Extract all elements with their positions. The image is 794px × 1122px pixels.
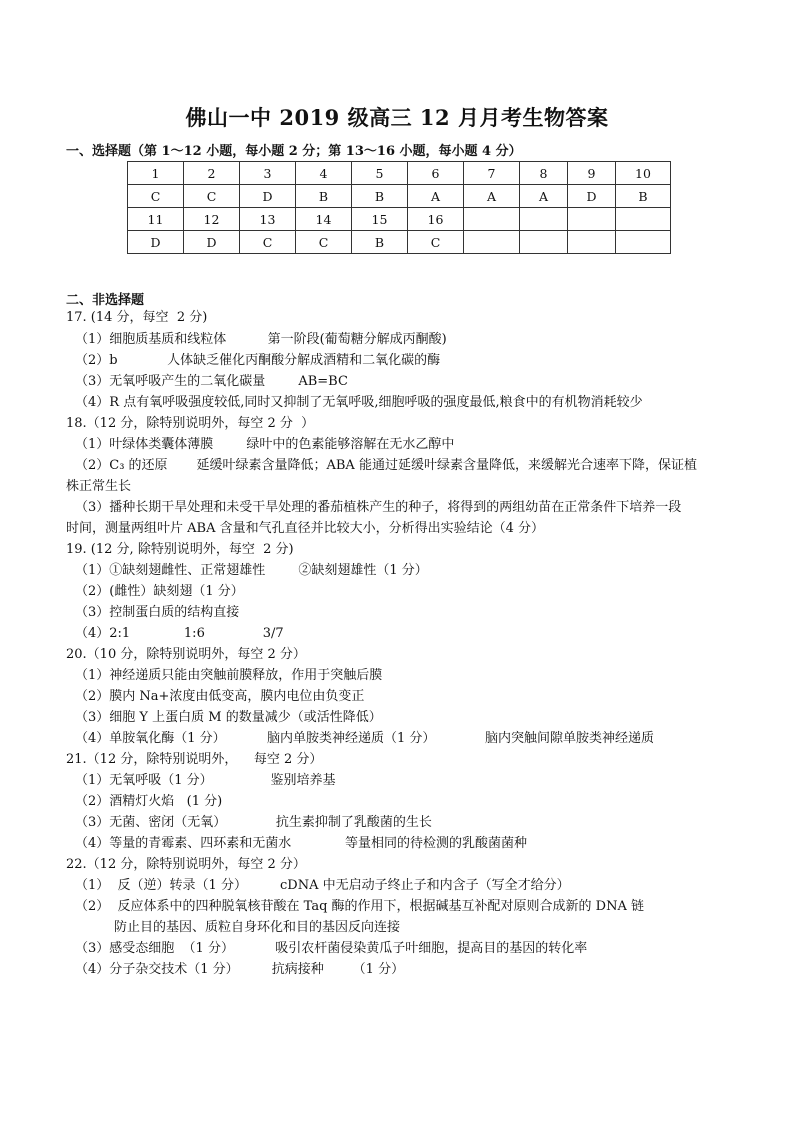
page-title: 佛山一中 2019 级高三 12 月月考生物答案 — [185, 105, 609, 130]
answer-line: 防止目的基因、质粒自身环化和目的基因反向连接 — [114, 920, 401, 935]
answer-line: （3）播种长期干旱处理和未受干旱处理的番茄植株产生的种子，将得到的两组幼苗在正常条件下培养一段 — [75, 500, 682, 515]
answer-line: （4）等量的青霉素、四环素和无菌水 等量相同的待检测的乳酸菌菌种 — [75, 836, 527, 851]
section-heading-choice: 一、选择题（第 1～12 小题，每小题 2 分；第 13～16 小题，每小题 4 分） — [66, 144, 522, 159]
answer-line: （1） 反（逆）转录（1 分） cDNA 中无启动子终止子和内含子（写全才给分） — [75, 878, 570, 893]
table-cell — [464, 231, 520, 254]
table-cell: C — [128, 185, 184, 208]
answer-line: （3）无氧呼吸产生的二氧化碳量 AB=BC — [75, 374, 348, 389]
table-cell: B — [616, 185, 671, 208]
table-cell: 12 — [184, 208, 240, 231]
table-cell: C — [240, 231, 296, 254]
table-cell: A — [520, 185, 568, 208]
table-cell: 8 — [520, 162, 568, 185]
answer-line: （4）R 点有氧呼吸强度较低,同时又抑制了无氧呼吸,细胞呼吸的强度最低,粮食中的有机物消耗较少 — [75, 395, 643, 410]
table-cell: 14 — [296, 208, 352, 231]
table-cell: 3 — [240, 162, 296, 185]
answer-line: （1）①缺刻翅雌性、正常翅雄性 ②缺刻翅雄性（1 分） — [75, 563, 428, 578]
table-cell: 5 — [352, 162, 408, 185]
table-cell — [616, 208, 671, 231]
answer-line: （1）叶绿体类囊体薄膜 绿叶中的色素能够溶解在无水乙醇中 — [75, 437, 455, 452]
table-cell: B — [352, 231, 408, 254]
table-cell: D — [568, 185, 616, 208]
answer-line: 21.（12 分，除特别说明外， 每空 2 分） — [66, 752, 323, 767]
answer-line: （2） 反应体系中的四种脱氧核苷酸在 Taq 酶的作用下，根据碱基互补配对原则合成新的 DNA 链 — [75, 899, 644, 914]
answer-line: （2）b 人体缺乏催化丙酮酸分解成酒精和二氧化碳的酶 — [75, 353, 441, 368]
table-cell: D — [184, 231, 240, 254]
table-cell — [568, 208, 616, 231]
table-cell: 9 — [568, 162, 616, 185]
table-cell: D — [128, 231, 184, 254]
answer-line: （2）酒精灯火焰 (1 分) — [75, 794, 223, 809]
answer-line: （1）细胞质基质和线粒体 第一阶段(葡萄糖分解成丙酮酸) — [75, 332, 447, 347]
table-row — [128, 231, 671, 254]
answer-line: （1）神经递质只能由突触前膜释放，作用于突触后膜 — [75, 668, 383, 683]
answer-table — [127, 161, 671, 254]
table-row — [128, 162, 671, 185]
table-cell: D — [240, 185, 296, 208]
table-cell: 15 — [352, 208, 408, 231]
table-cell: 6 — [408, 162, 464, 185]
table-cell: 11 — [128, 208, 184, 231]
answer-line: 22.（12 分，除特别说明外，每空 2 分） — [66, 857, 306, 872]
table-cell — [616, 231, 671, 254]
answer-line: （3）感受态细胞 （1 分） 吸引农杆菌侵染黄瓜子叶细胞，提高目的基因的转化率 — [75, 941, 588, 956]
answer-line: 20.（10 分，除特别说明外，每空 2 分） — [66, 647, 306, 662]
table-cell — [520, 208, 568, 231]
table-cell: 2 — [184, 162, 240, 185]
table-cell: 10 — [616, 162, 671, 185]
table-row — [128, 208, 671, 231]
table-cell: 16 — [408, 208, 464, 231]
answer-line: （2）C₃ 的还原 延缓叶绿素含量降低；ABA 能通过延缓叶绿素含量降低，来缓解光合速率下降，保证植 — [75, 458, 697, 473]
table-cell: C — [296, 231, 352, 254]
table-cell — [568, 231, 616, 254]
table-cell: B — [352, 185, 408, 208]
table-cell: C — [184, 185, 240, 208]
answer-line: （3）无菌、密闭（无氧） 抗生素抑制了乳酸菌的生长 — [75, 815, 432, 830]
answer-line: 株正常生长 — [66, 479, 132, 494]
answer-line: （4）分子杂交技术（1 分） 抗病接种 （1 分） — [75, 962, 405, 977]
table-cell: A — [464, 185, 520, 208]
answer-line: （3）控制蛋白质的结构直接 — [75, 605, 240, 620]
table-cell: 7 — [464, 162, 520, 185]
answer-line: （2）膜内 Na+浓度由低变高，膜内电位由负变正 — [75, 689, 365, 704]
table-cell — [464, 208, 520, 231]
table-cell: B — [296, 185, 352, 208]
answer-line: （2）(雌性）缺刻翅（1 分） — [75, 584, 244, 599]
answer-line: （3）细胞 Y 上蛋白质 M 的数量减少（或活性降低） — [75, 710, 382, 725]
table-cell — [520, 231, 568, 254]
table-cell: C — [408, 231, 464, 254]
answer-line: 19. (12 分, 除特别说明外，每空 2 分) — [66, 542, 294, 557]
section-heading-nonchoice: 二、非选择题 — [66, 293, 145, 308]
table-cell: 1 — [128, 162, 184, 185]
answer-line: （4）单胺氧化酶（1 分） 脑内单胺类神经递质（1 分） 脑内突触间隙单胺类神经递质 — [75, 731, 654, 746]
table-row — [128, 185, 671, 208]
answer-line: 18.（12 分，除特别说明外，每空 2 分 ） — [66, 416, 315, 431]
table-cell: A — [408, 185, 464, 208]
answer-line: （1）无氧呼吸（1 分） 鉴别培养基 — [75, 773, 336, 788]
answer-line: （4）2:1 1:6 3/7 — [75, 626, 284, 641]
answer-line: 17. (14 分，每空 2 分) — [66, 310, 208, 325]
table-cell: 13 — [240, 208, 296, 231]
answer-line: 时间，测量两组叶片 ABA 含量和气孔直径并比较大小，分析得出实验结论（4 分） — [66, 521, 544, 536]
table-cell: 4 — [296, 162, 352, 185]
